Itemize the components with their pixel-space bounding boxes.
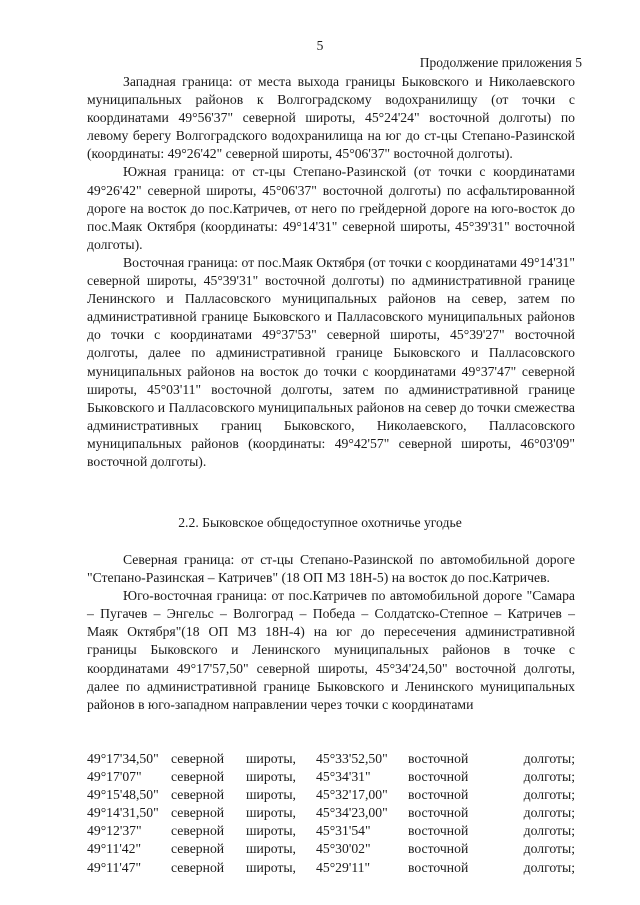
longitude-label: восточной <box>408 805 469 821</box>
coordinate-row <box>87 822 575 840</box>
latitude-label: северной <box>171 841 225 857</box>
page-number: 5 <box>316 38 324 53</box>
coordinate-row <box>87 750 575 768</box>
longitude-word: долготы; <box>523 751 575 766</box>
coordinate-row <box>87 786 575 804</box>
longitude-word: долготы; <box>523 823 575 839</box>
longitude-value: 45°33'52,50" <box>316 751 388 766</box>
longitude-label: восточной <box>408 859 469 875</box>
coordinate-row <box>87 804 575 822</box>
latitude-word: широты, <box>246 805 296 821</box>
section-2-text <box>87 551 575 714</box>
longitude-label: восточной <box>408 823 469 839</box>
latitude-word: широты, <box>246 751 296 766</box>
longitude-value: 45°30'02" <box>316 841 371 857</box>
latitude-value: 49°11'47" <box>87 859 142 875</box>
latitude-value: 49°15'48,50" <box>87 787 159 803</box>
latitude-word: широты, <box>246 859 296 875</box>
latitude-label: северной <box>171 823 225 839</box>
appendix-continuation-note: Продолжение приложения 5 <box>419 55 582 70</box>
latitude-label: северной <box>171 787 225 803</box>
longitude-value: 45°34'23,00" <box>316 805 388 821</box>
longitude-value: 45°32'17,00" <box>316 787 388 803</box>
longitude-label: восточной <box>408 751 469 766</box>
paragraph-south-border: Южная граница: от ст-цы Степано-Разинской (от точки с координатами 49°26'42" северной широты, 45°06'37" восточной долготы) по асфальтированной дороге на восток до пос.Катричев, от него по грейдерной дороге на юго-восток до пос.Маяк Октября (координаты: 49°14'31" северной широты, 45°39'31" восточной долготы). <box>87 164 575 252</box>
latitude-word: широты, <box>246 787 296 803</box>
paragraph-east-border: Восточная граница: от пос.Маяк Октября (от точки с координатами 49°14'31" северной широты, 45°39'31" восточной долготы) по административной границе Ленинского и Палласовского муниципальных районов на север, затем по административной границе Быковского и Палласовского муниципальных районов до точки с координатами 49°37'53" северной широты, 45°39'27" восточной долготы, далее по административной границе Быковского и Палласовского муниципальных районов на восток до точки с координатами 49°37'47" северной широты, 45°03'11" восточной долготы, затем по административной границе Быковского и Палласовского муниципальных районов на север до точки смежества административных границ Быковского, Николаевского, Палласовского муниципальных районов (координаты: 49°42'57" северной широты, 46°03'09" восточной долготы). <box>87 254 575 469</box>
latitude-label: северной <box>171 751 225 766</box>
longitude-label: восточной <box>408 787 469 803</box>
longitude-word: долготы; <box>523 787 575 803</box>
section-heading: 2.2. Быковское общедоступное охотничье угодье <box>178 515 462 530</box>
paragraph-north-border: Северная граница: от ст-цы Степано-Разинской по автомобильной дороге "Степано-Разинская – Катричев" (18 ОП МЗ 18Н-5) на восток до пос.Катричев. <box>87 552 575 586</box>
paragraph-southeast-border: Юго-восточная граница: от пос.Катричев по автомобильной дороге "Самара – Пугачев – Энгельс – Волгоград – Победа – Солдатско-Степное – Катричев – Маяк Октября"(18 ОП МЗ 18Н-4) на юг до пересечения административной границы Быковского и Ленинского муниципальных районов в точке с координатами 49°17'57,50" северной широты, 45°34'24,50" восточной долготы, далее по административной границе Быковского и Ленинского муниципальных районов в юго-западном направлении через точки с координатами <box>87 588 575 712</box>
latitude-word: широты, <box>246 841 296 857</box>
longitude-word: долготы; <box>523 805 575 821</box>
coordinate-row <box>87 859 575 877</box>
longitude-word: долготы; <box>523 841 575 857</box>
latitude-label: северной <box>171 859 225 875</box>
latitude-value: 49°17'34,50" <box>87 751 159 766</box>
coordinates-list <box>87 750 575 877</box>
longitude-label: восточной <box>408 769 469 785</box>
longitude-value: 45°29'11" <box>316 859 371 875</box>
latitude-value: 49°17'07" <box>87 769 142 785</box>
coordinate-row <box>87 840 575 858</box>
longitude-value: 45°34'31" <box>316 769 371 785</box>
latitude-word: широты, <box>246 769 296 785</box>
paragraph-west-border: Западная граница: от места выхода границы Быковского и Николаевского муниципальных районов к Волгоградскому водохранилищу (от точки с координатами 49°56'37" северной широты, 45°24'24" восточной долготы) по левому берегу Волгоградского водохранилища на юг до ст-цы Степано-Разинской (координаты: 49°26'42" северной широты, 45°06'37" восточной долготы). <box>87 74 575 162</box>
longitude-value: 45°31'54" <box>316 823 371 839</box>
longitude-word: долготы; <box>523 769 575 785</box>
coordinate-row <box>87 768 575 786</box>
latitude-label: северной <box>171 769 225 785</box>
longitude-label: восточной <box>408 841 469 857</box>
section-1-text <box>87 73 575 471</box>
latitude-value: 49°11'42" <box>87 841 142 857</box>
latitude-label: северной <box>171 805 225 821</box>
latitude-value: 49°12'37" <box>87 823 142 839</box>
latitude-value: 49°14'31,50" <box>87 805 159 821</box>
longitude-word: долготы; <box>523 859 575 875</box>
latitude-word: широты, <box>246 823 296 839</box>
